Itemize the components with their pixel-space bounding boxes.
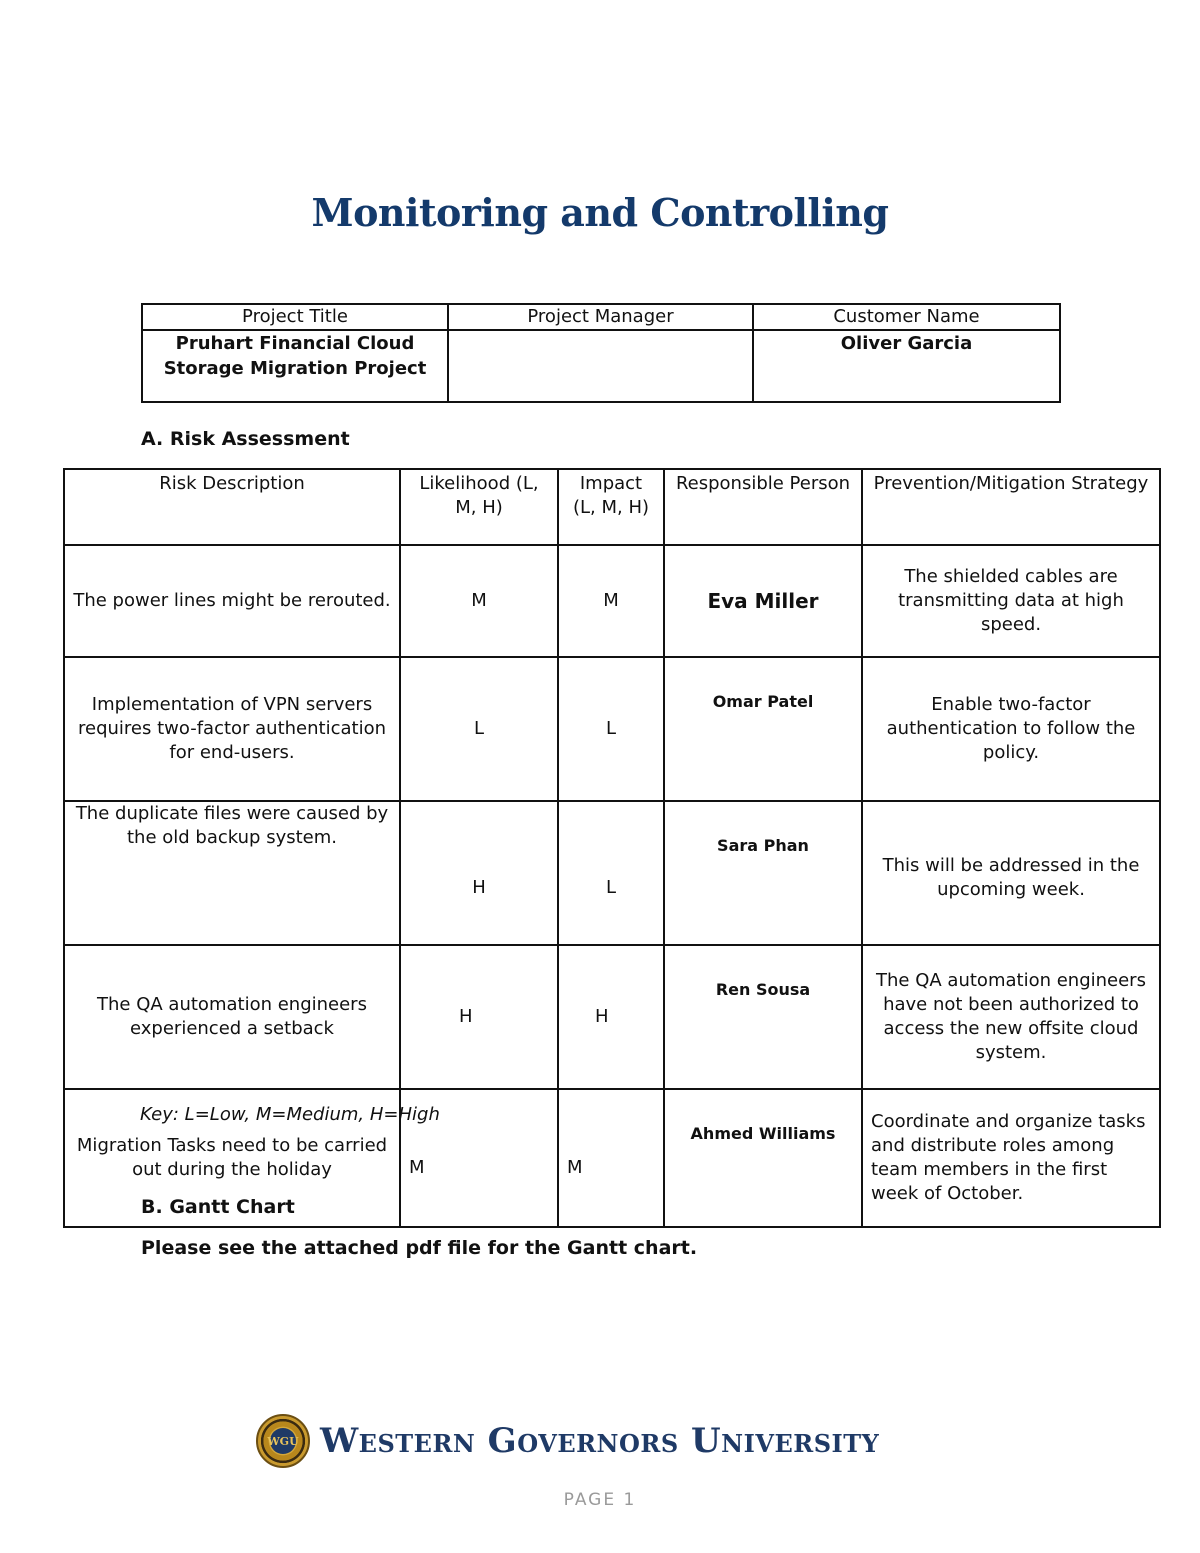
university-logo (256, 1411, 879, 1471)
risk-impact: L (558, 657, 664, 801)
seal-initials: WGU (270, 1428, 296, 1454)
page-number: PAGE 1 (563, 1490, 637, 1510)
risk-description: The power lines might be rerouted. (64, 545, 400, 657)
customer-name-value: Oliver Garcia (753, 330, 1060, 402)
header-risk-description: Risk Description (64, 469, 400, 545)
section-gantt-chart: B. Gantt Chart (141, 1196, 295, 1218)
risk-strategy: The shielded cables are transmitting data at high speed. (862, 545, 1160, 657)
risk-responsible-person: Eva Miller (664, 545, 862, 657)
project-info-table (141, 303, 1061, 403)
risk-description: Implementation of VPN servers requires two-factor authentication for end-users. (64, 657, 400, 801)
risk-impact: L (558, 801, 664, 945)
risk-likelihood: M (400, 545, 558, 657)
risk-description: The QA automation engineers experienced a setback (64, 945, 400, 1089)
section-risk-assessment: A. Risk Assessment (141, 428, 350, 450)
risk-impact: M (558, 545, 664, 657)
page-title: Monitoring and Controlling (311, 190, 889, 235)
project-title-value: Pruhart Financial Cloud Storage Migration Project (142, 330, 448, 402)
risk-likelihood: H (400, 945, 558, 1089)
table-row (64, 657, 1160, 801)
header-responsible-person: Responsible Person (664, 469, 862, 545)
risk-strategy: This will be addressed in the upcoming week. (862, 801, 1160, 945)
project-manager-value (448, 330, 753, 402)
university-seal-icon (256, 1414, 310, 1468)
header-project-manager: Project Manager (448, 304, 753, 330)
table-row (64, 945, 1160, 1089)
gantt-note: Please see the attached pdf file for the Gantt chart. (141, 1237, 698, 1259)
risk-key-legend: Key: L=Low, M=Medium, H=High (140, 1104, 440, 1125)
header-customer-name: Customer Name (753, 304, 1060, 330)
risk-description: The duplicate files were caused by the old backup system. (64, 801, 400, 945)
risk-strategy: Enable two-factor authentication to follow the policy. (862, 657, 1160, 801)
table-row (64, 801, 1160, 945)
header-project-title: Project Title (142, 304, 448, 330)
header-likelihood: Likelihood (L, M, H) (400, 469, 558, 545)
risk-responsible-person: Ren Sousa (664, 945, 862, 1089)
risk-strategy: Coordinate and organize tasks and distribute roles among team members in the first week of October. (862, 1089, 1160, 1227)
header-mitigation-strategy: Prevention/Mitigation Strategy (862, 469, 1160, 545)
university-wordmark: Western Governors University (320, 1421, 880, 1461)
risk-likelihood: H (400, 801, 558, 945)
risk-impact: M (558, 1089, 664, 1227)
risk-description: Migration Tasks need to be carried out during the holiday (64, 1089, 400, 1227)
risk-likelihood: M (400, 1089, 558, 1227)
risk-strategy: The QA automation engineers have not been authorized to access the new offsite cloud system. (862, 945, 1160, 1089)
header-impact: Impact (L, M, H) (558, 469, 664, 545)
risk-impact: H (558, 945, 664, 1089)
table-row (64, 545, 1160, 657)
risk-likelihood: L (400, 657, 558, 801)
risk-responsible-person: Ahmed Williams (664, 1089, 862, 1227)
risk-responsible-person: Omar Patel (664, 657, 862, 801)
risk-responsible-person: Sara Phan (664, 801, 862, 945)
